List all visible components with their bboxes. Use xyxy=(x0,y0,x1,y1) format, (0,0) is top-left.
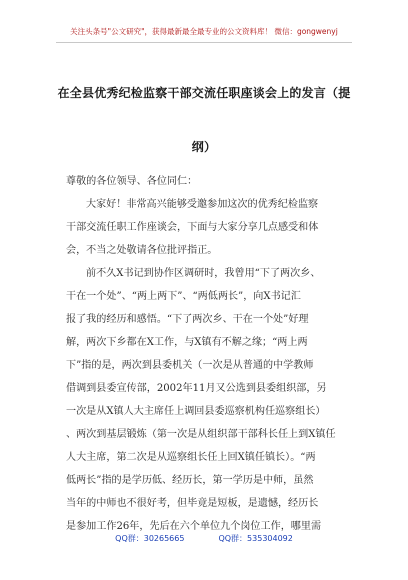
body-line: 干部交流任职工作座谈会，下面与大家分享几点感受和体 xyxy=(66,222,319,233)
body-line: 前不久X书记到协作区调研时，我曾用“下了两次乡、 xyxy=(86,268,321,279)
header-banner: 关注头条号"公文研究"，获得最新最全最专业的公文资料库！ 微信：gongwenyj xyxy=(70,27,338,36)
body-line: 低两长”指的是学历低、经历长，第一学历是中师，虽然 xyxy=(66,475,314,486)
body-line: 人大主席，第二次是从巡察组长任上回X镇任镇长）。“两 xyxy=(66,452,316,463)
footer-qq-group-2: QQ群：535304092 xyxy=(218,534,293,543)
body-line: 是参加工作26年，先后在六个单位九个岗位工作，哪里需 xyxy=(66,521,322,532)
body-line: 一次是从X镇人大主席任上调回县委巡察机构任巡察组长） xyxy=(66,406,326,417)
body-line: 、两次到基层锻炼（第一次是从组织部干部科长任上到X镇任 xyxy=(66,429,336,440)
title-line-2: 纲） xyxy=(191,140,217,154)
title-line-1: 在全县优秀纪检监察干部交流任职座谈会上的发言（提 xyxy=(57,86,351,100)
salutation: 尊敬的各位领导、各位同仁： xyxy=(66,176,198,187)
footer-contact xyxy=(0,533,408,544)
document-title xyxy=(50,66,358,174)
body-line: 下”指的是，两次到县委机关（一次是从普通的中学教师 xyxy=(66,360,314,371)
footer-qq-group-1: QQ群：30265665 xyxy=(115,534,185,543)
body-line: 报了我的经历和感悟。“下了两次乡、干在一个处”好理 xyxy=(66,314,309,325)
body-line: 干在一个处”、“两上两下”、“两低两长”，向X书记汇 xyxy=(66,291,301,302)
document-body xyxy=(66,170,348,538)
body-line: 借调到县委宣传部，2002年11月又公选到县委组织部，另 xyxy=(66,383,327,394)
body-line: 会，不当之处敬请各位批评指正。 xyxy=(66,245,218,256)
header-divider xyxy=(56,42,352,43)
body-line: 当年的中师也不很好考，但毕竟是短板，是遗憾，经历长 xyxy=(66,498,319,509)
body-line: 大家好！非常高兴能够受邀参加这次的优秀纪检监察 xyxy=(86,199,319,210)
body-line: 解，两次下乡都在X工作，与X镇有不解之缘；“两上两 xyxy=(66,337,308,348)
